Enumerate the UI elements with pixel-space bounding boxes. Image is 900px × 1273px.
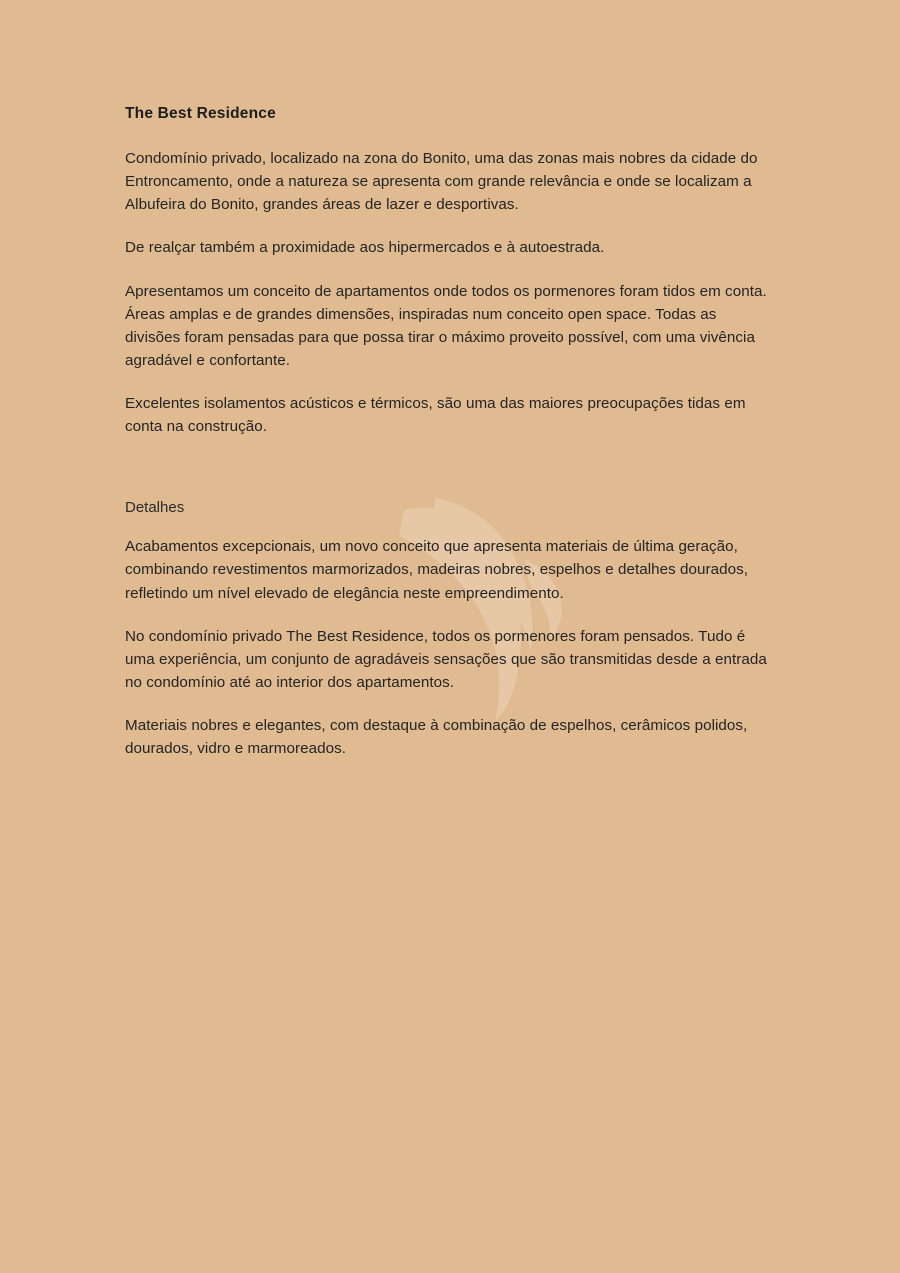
paragraph-detalhes-1: Acabamentos excepcionais, um novo conceito que apresenta materiais de última geração, combinando revestimentos marmorizados, madeiras nobres, espelhos e detalhes dourados, refletindo um nível elevado de elegância neste empreendimento. bbox=[125, 538, 749, 602]
document-content bbox=[125, 104, 775, 780]
paragraph-intro-4: Excelentes isolamentos acústicos e térmicos, são uma das maiores preocupações tidas em conta na construção. bbox=[125, 394, 746, 435]
paragraph-detalhes-2: No condomínio privado The Best Residence, todos os pormenores foram pensados. Tudo é uma experiência, um conjunto de agradáveis sensações que são transmitidas desde a entrada no condomínio até ao interior dos apartamentos. bbox=[125, 627, 767, 691]
section-spacer bbox=[125, 458, 775, 498]
paragraph-intro-1: Condomínio privado, localizado na zona do Bonito, uma das zonas mais nobres da cidade do Entroncamento, onde a natureza se apresenta com grande relevância e onde se localizam a Albufeira do Bonito, grandes áreas de lazer e desportivas. bbox=[125, 150, 758, 214]
paragraph-intro-3: Apresentamos um conceito de apartamentos onde todos os pormenores foram tidos em conta. Áreas amplas e de grandes dimensões, inspiradas num conceito open space. Todas as divisões foram pensadas para que possa tirar o máximo proveito possível, com uma vivência agradável e confortante. bbox=[125, 282, 767, 369]
page-title: The Best Residence bbox=[125, 105, 276, 122]
paragraph-intro-2: De realçar também a proximidade aos hipermercados e à autoestrada. bbox=[125, 239, 605, 257]
section-heading-detalhes: Detalhes bbox=[125, 499, 185, 517]
paragraph-detalhes-3: Materiais nobres e elegantes, com destaque à combinação de espelhos, cerâmicos polidos, dourados, vidro e marmoreados. bbox=[125, 716, 748, 757]
